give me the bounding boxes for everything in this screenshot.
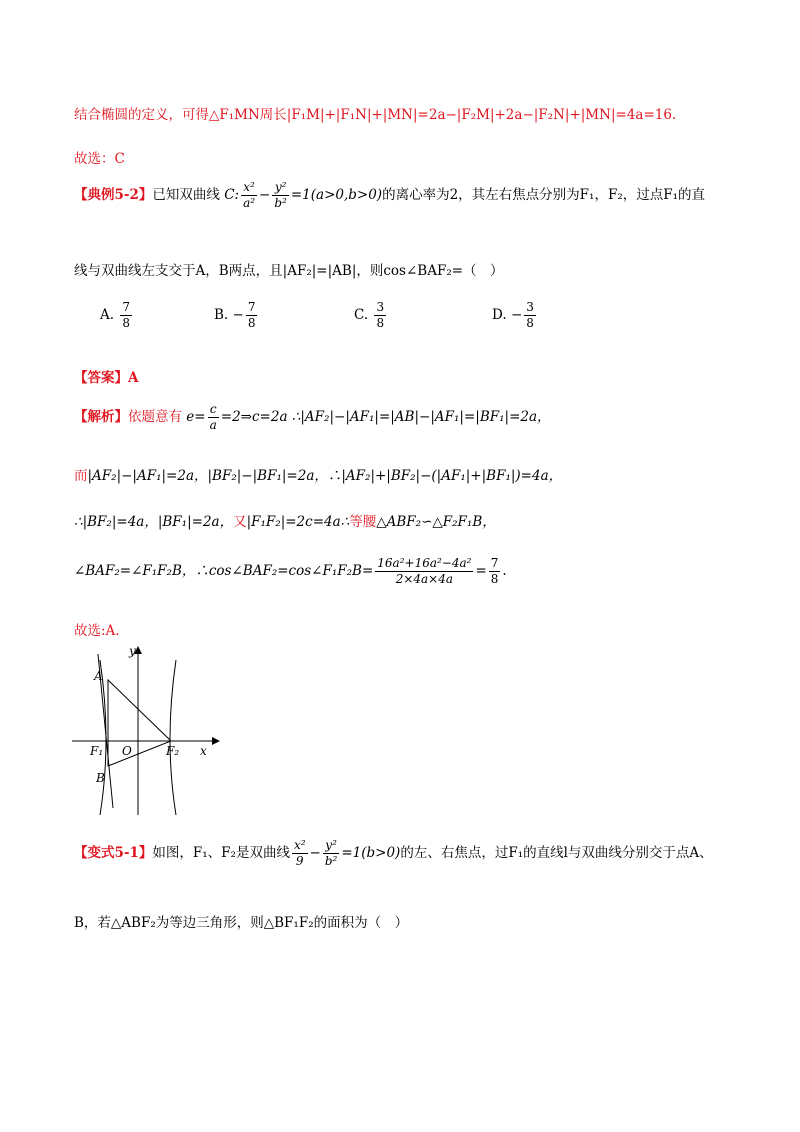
frac-den: 8 (526, 316, 534, 330)
ellipse-conclusion (74, 103, 676, 123)
option-fraction (524, 300, 536, 331)
variant-text-a: 如图，F₁、F₂是双曲线 (152, 845, 290, 861)
e-fraction (208, 402, 219, 433)
label-y: y (129, 644, 136, 658)
frac-num: 3 (376, 300, 385, 314)
analysis-intro: 依题意有 (128, 409, 182, 425)
frac-den: 2×4a×4a (395, 572, 454, 586)
variant-fraction-x (292, 838, 308, 869)
answer-text: 【答案】A (74, 370, 139, 386)
hyperbola-right-branch (170, 660, 176, 815)
frac-den: b² (324, 854, 338, 868)
example-text-a: 已知双曲线 (152, 187, 220, 203)
frac-num: 7 (122, 300, 130, 314)
frac-num: 7 (490, 556, 499, 570)
frac-num: 16a²+16a²−4a² (377, 556, 472, 570)
frac-den: 8 (122, 316, 130, 330)
cos-fraction (375, 556, 473, 587)
frac-num: 7 (247, 300, 256, 314)
analysis-line-3-c: △ABF₂∽△F₂F₁B， (376, 514, 496, 530)
equation-rhs: =1(a>0,b>0) (290, 187, 383, 203)
frac-num: x² (293, 838, 306, 852)
label-o: O (122, 744, 132, 758)
label-b: B (96, 771, 105, 785)
answer-line (74, 366, 138, 386)
analysis-line-3-a: ∴|BF₂|=4a，|BF₁|=2a， (74, 514, 234, 530)
frac-num: y² (272, 180, 289, 196)
choose-c (74, 147, 125, 167)
frac-den: 8 (376, 316, 385, 330)
option-label: B. (214, 307, 229, 323)
label-f2: F₂ (166, 744, 180, 758)
er-word: 而 (74, 468, 88, 484)
analysis-line-2-text: |AF₂|−|AF₁|=2a，|BF₂|−|BF₁|=2a，∴|AF₂|+|BF₂|−(|AF₁|+|BF₁|)=4a， (87, 468, 563, 484)
example-text-d: 的离心率为2，其左右焦点分别为F₁，F₂，过点F₁的直 (382, 187, 706, 203)
frac-den: a (209, 418, 217, 432)
analysis-line-2 (74, 464, 562, 484)
fraction-x (241, 180, 257, 211)
option-a (100, 300, 134, 331)
label-x: x (200, 744, 207, 758)
fraction-y (272, 180, 289, 211)
analysis-line-1 (74, 402, 551, 433)
you-word: 又 (233, 514, 247, 530)
result-fraction (489, 556, 501, 587)
option-sign: − (510, 307, 523, 323)
variant-line-2 (74, 911, 408, 931)
hyperbola-figure (72, 640, 222, 815)
option-fraction (374, 300, 386, 331)
isosceles-word: 等腰 (349, 514, 377, 530)
equals-sign: = (475, 563, 487, 579)
frac-den: 8 (247, 316, 256, 330)
option-fraction (120, 300, 132, 331)
curve-label: C: (224, 187, 240, 203)
label-a: A (94, 669, 103, 683)
variant-question: B，若△ABF₂为等边三角形，则△BF₁F₂的面积为（ ） (74, 915, 409, 931)
variant-tag: 【变式5-1】 (74, 845, 153, 861)
analysis-tag: 【解析】 (74, 409, 128, 425)
period: . (502, 563, 507, 579)
choose-c-text: 故选：C (74, 151, 125, 167)
e-rhs: =2⇒c=2a (220, 409, 288, 425)
variant-fraction-y (323, 838, 340, 869)
option-c (354, 300, 388, 331)
example-line-2 (74, 259, 504, 279)
example-question: 线与双曲线左支交于A，B两点，且|AF₂|=|AB|，则cos∠BAF₂=（ ） (74, 263, 504, 279)
triangle-abf2 (108, 680, 171, 766)
example-line-1: 【典例5-2】已知双曲线 C: $\frac{\text{x²}}{\text{a²}}$ − $\frac{\text{y²}}{\text{b²}}$ =1(a>0,b>0)的离心率为2，其左右焦点分别为F₁，F₂，过点F₁的直 (74, 180, 706, 210)
analysis-line-4 (74, 556, 507, 587)
choose-a (74, 619, 120, 639)
option-label: A. (100, 307, 115, 323)
variant-line-1: 【变式5-1】如图，F₁、F₂是双曲线 $\frac{\text{x²}}{9}$ − $\frac{\text{y²}}{\text{b²}}$ =1(b>0)的左、右焦点，过F₁的直线l与双曲线分别交于点A、 (74, 838, 713, 868)
analysis-line-1-tail: ∴|AF₂|−|AF₁|=|AB|−|AF₁|=|BF₁|=2a， (291, 409, 551, 425)
analysis-line-4-a: ∠BAF₂=∠F₁F₂B，∴cos∠BAF₂=cos∠F₁F₂B= (74, 563, 374, 579)
frac-num: 3 (526, 300, 534, 314)
option-sign: − (232, 307, 244, 323)
option-label: C. (354, 307, 369, 323)
option-fraction (246, 300, 258, 331)
variant-equation-rhs: =1(b>0) (341, 845, 401, 861)
analysis-line-3 (74, 510, 496, 530)
frac-den: b² (274, 196, 287, 210)
frac-den: 9 (295, 854, 304, 868)
option-b (214, 300, 259, 331)
frac-den: 8 (490, 572, 499, 586)
label-f1: F₁ (90, 744, 104, 758)
conclusion-text: 结合椭圆的定义，可得△F₁MN周长|F₁M|+|F₁N|+|MN|=2a−|F₂M|+2a−|F₂N|+|MN|=4a=16. (74, 107, 677, 123)
option-d (492, 300, 538, 331)
analysis-line-3-b: |F₁F₂|=2c=4a∴ (246, 514, 350, 530)
e-lhs: e= (186, 409, 206, 425)
frac-num: y² (323, 838, 340, 854)
frac-num: c (208, 402, 219, 418)
choose-a-text: 故选:A. (74, 623, 120, 639)
frac-num: x² (241, 180, 257, 196)
frac-den: a² (243, 196, 256, 210)
x-axis-arrow (212, 737, 220, 745)
variant-text-c: 的左、右焦点，过F₁的直线l与双曲线分别交于点A、 (400, 845, 713, 861)
option-label: D. (492, 307, 507, 323)
example-tag: 【典例5-2】 (74, 187, 153, 203)
